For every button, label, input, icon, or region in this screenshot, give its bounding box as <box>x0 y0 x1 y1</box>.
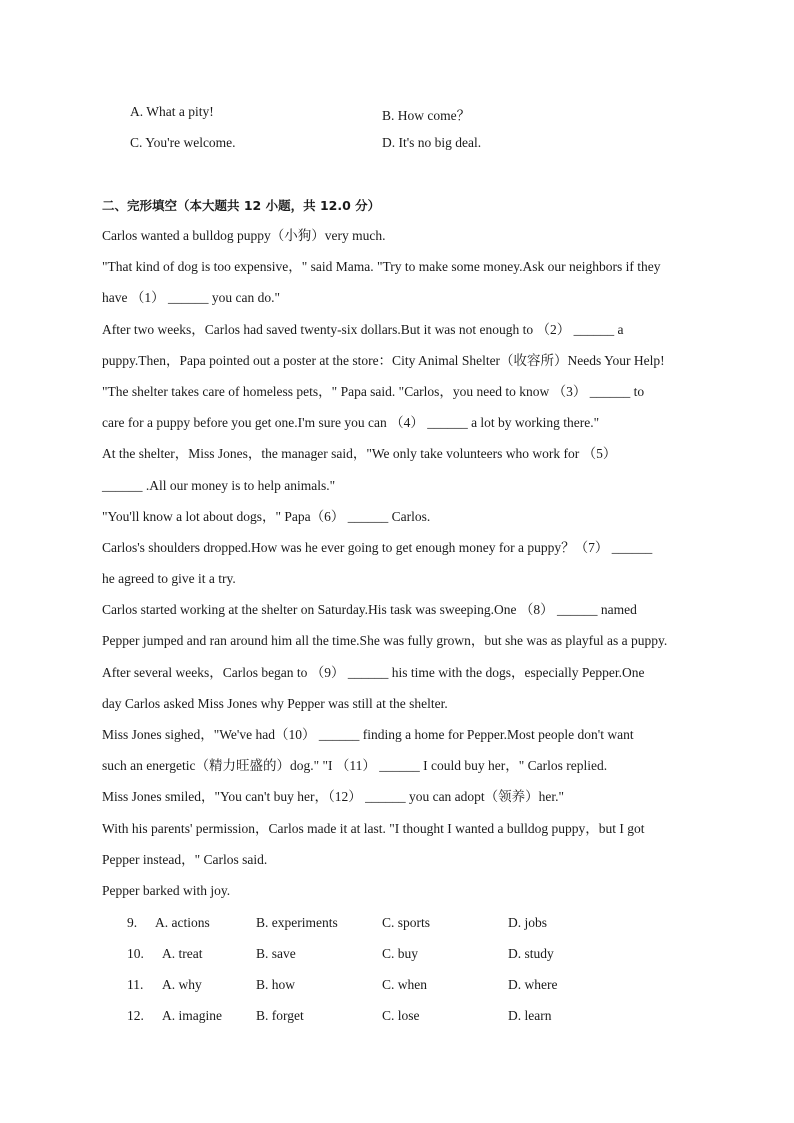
option-d: D. It's no big deal. <box>382 135 482 150</box>
choice-d: D. study <box>508 946 554 961</box>
choice-c: C. buy <box>382 946 419 961</box>
passage-line: he agreed to give it a try. <box>102 571 236 587</box>
choice-d: D. jobs <box>508 915 548 930</box>
passage-line: Miss Jones smiled，"You can't buy her，（12） ______ you can adopt（领养）her." <box>102 789 565 805</box>
passage-line: Carlos started working at the shelter on Saturday.His task was sweeping.One （8） ______ named <box>102 602 637 618</box>
passage-line: "That kind of dog is too expensive，" said Mama. "Try to make some money.Ask our neighbors if they <box>102 259 661 275</box>
choice-c: C. sports <box>382 915 431 930</box>
question-number: 9. <box>127 915 138 930</box>
choice-b: B. forget <box>256 1008 304 1023</box>
passage-line: "You'll know a lot about dogs，" Papa（6） ______ Carlos. <box>102 508 431 524</box>
cloze-passage <box>102 225 692 911</box>
question-number: 12. <box>127 1008 144 1023</box>
section-title: 二、完形填空（本大题共 12 小题，共 12.0 分） <box>102 198 381 213</box>
passage-line: puppy.Then，Papa pointed out a poster at the store：City Animal Shelter（收容所）Needs Your Help! <box>102 352 665 368</box>
choice-c: C. when <box>382 977 427 992</box>
option-a: A. What a pity! <box>130 104 214 119</box>
passage-line: have （1） ______ you can do." <box>102 290 280 306</box>
option-b: B. How come？ <box>382 108 471 123</box>
passage-line: such an energetic（精力旺盛的）dog." "I （11） ______ I could buy her，" Carlos replied. <box>102 758 608 774</box>
choice-b: B. save <box>256 946 296 961</box>
choice-b: B. experiments <box>256 915 338 930</box>
question-number: 10. <box>127 946 144 961</box>
choice-a: A. why <box>162 977 202 992</box>
passage-line: Pepper jumped and ran around him all the time.She was fully grown，but she was as playful as a puppy. <box>102 633 668 649</box>
choice-a: A. treat <box>162 946 203 961</box>
passage-line: "The shelter takes care of homeless pets，" Papa said. "Carlos，you need to know （3） ______ to <box>102 383 645 399</box>
passage-line: Carlos's shoulders dropped.How was he ever going to get enough money for a puppy？（7） ______ <box>102 539 653 555</box>
passage-line: After several weeks，Carlos began to （9） ______ his time with the dogs，especially Pepper.One <box>102 664 645 680</box>
question-number: 11. <box>127 977 144 992</box>
option-c: C. You're welcome. <box>130 135 236 150</box>
passage-line: Pepper instead，" Carlos said. <box>102 851 268 867</box>
passage-line: ______ .All our money is to help animals." <box>102 477 336 493</box>
passage-line: Pepper barked with joy. <box>102 882 231 898</box>
passage-line: Miss Jones sighed，"We've had（10） ______ finding a home for Pepper.Most people don't want <box>102 727 634 742</box>
passage-line: care for a puppy before you get one.I'm sure you can （4） ______ a lot by working there." <box>102 415 600 431</box>
passage-line: After two weeks，Carlos had saved twenty-six dollars.But it was not enough to （2） ______ a <box>102 321 624 337</box>
choice-b: B. how <box>256 977 296 992</box>
choice-a: A. actions <box>155 915 210 930</box>
choice-c: C. lose <box>382 1008 420 1023</box>
passage-line: At the shelter，Miss Jones，the manager said，"We only take volunteers who work for （5） <box>102 446 617 462</box>
passage-line: With his parents' permission，Carlos made it at last. "I thought I wanted a bulldog puppy，but I got <box>102 820 645 836</box>
passage-line: Carlos wanted a bulldog puppy（小狗）very much. <box>102 228 386 243</box>
choice-d: D. where <box>508 977 558 992</box>
choice-a: A. imagine <box>162 1008 222 1023</box>
passage-line: day Carlos asked Miss Jones why Pepper was still at the shelter. <box>102 695 448 711</box>
choice-d: D. learn <box>508 1008 552 1023</box>
